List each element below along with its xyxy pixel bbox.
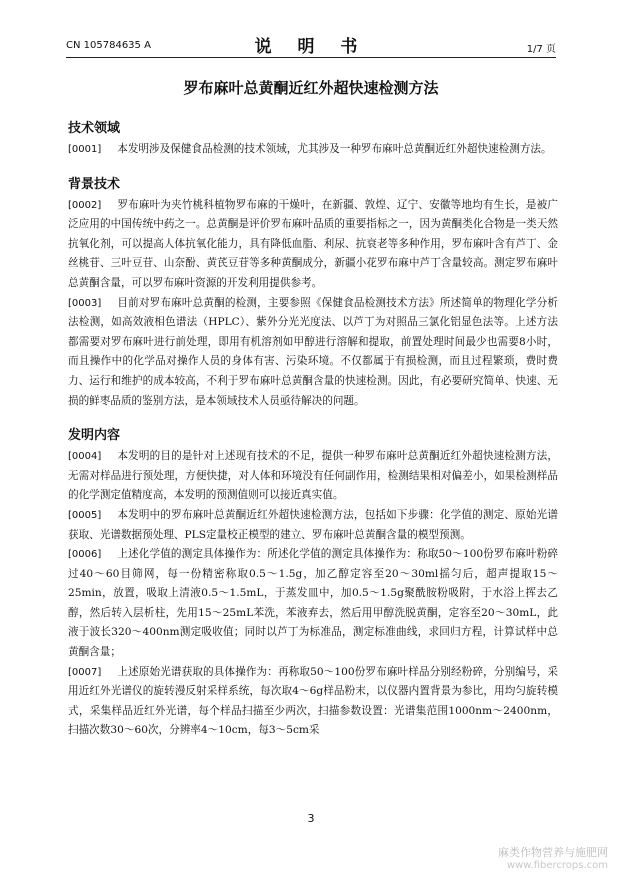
section-heading-background: 背景技术 (68, 176, 121, 192)
paragraph (68, 294, 558, 412)
paragraph-number: [0005] (68, 509, 102, 521)
paragraph (68, 196, 558, 294)
watermark-text: 麻类作物营养与施肥网 (498, 846, 608, 859)
paragraph-text: 本发明涉及保健食品检测的技术领域，尤其涉及一种罗布麻叶总黄酮近红外超快速检测方法。 (117, 143, 552, 155)
paragraph-text: 目前对罗布麻叶总黄酮的检测，主要参照《保健食品检测技术方法》所述简单的物理化学分析法检测，如高效液相色谱法（HPLC）、紫外分光光度法、以芦丁为对照品三氯化铝显色法等。上述方法都需要对罗布麻叶进行前处理，即用有机溶剂如甲醇进行溶解和提取，前置处理时间最少也需要8小时，而且操作中的化学品对操作人员的身体有害、污染环境。不仅都属于有损检测，而且过程繁琐，费时费力、运行和维护的成本较高，不利于罗布麻叶总黄酮含量的快速检测。因此，有必要研究简单、快速、无损的鲜枣品质的鉴别方法，是本领域技术人员亟待解决的问题。 (68, 296, 558, 407)
paragraph-number: [0007] (68, 666, 102, 678)
paragraph-text: 上述原始光谱获取的具体操作为：再称取50～100份罗布麻叶样品分别经粉碎，分别编号，采用近红外光谱仪的旋转漫反射采样系统，每次取4～6g样品粉末，以仪器内置背景为参比，用均匀旋转模式，采集样品近红外光谱，每个样品扫描至少两次，扫描参数设置：光谱集范围1000nm～2400nm，扫描次数30～60次，分辨率4～10cm，每3～5cm采 (68, 665, 558, 737)
page-header (66, 30, 556, 57)
publication-number: CN 105784635 A (66, 40, 151, 51)
paragraph-text: 本发明中的罗布麻叶总黄酮近红外超快速检测方法，包括如下步骤：化学值的测定、原始光谱获取、光谱数据预处理、PLS定量校正模型的建立、罗布麻叶总黄酮含量的模型预测。 (68, 508, 558, 541)
paragraph-number: [0003] (68, 297, 102, 309)
paragraph (68, 663, 558, 741)
paragraph-number: [0001] (68, 144, 102, 155)
section-heading-technical-field: 技术领域 (68, 121, 121, 136)
page-number: 3 (307, 812, 315, 825)
watermark-url: www.fibercrops.com (506, 860, 608, 871)
paragraph-number: [0006] (68, 549, 102, 561)
header-divider (66, 57, 556, 58)
site-watermark (498, 846, 608, 872)
paragraph-number: [0004] (68, 451, 102, 463)
document-body (68, 118, 558, 741)
section-heading-summary: 发明内容 (68, 428, 121, 444)
paragraph (68, 506, 558, 545)
page-indicator: 1/7 页 (526, 44, 556, 55)
paragraph-text: 本发明的目的是针对上述现有技术的不足，提供一种罗布麻叶总黄酮近红外超快速检测方法，无需对样品进行预处理，方便快捷，对人体和环境没有任何副作用，检测结果相对偏差小，如果检测样品的化学测定值精度高，本发明的预测值则可以接近真实值。 (68, 450, 558, 502)
document-type: 说 明 书 (254, 37, 368, 57)
paragraph (68, 140, 558, 160)
paragraph (68, 447, 558, 506)
paragraph-text: 罗布麻叶为夹竹桃科植物罗布麻的干燥叶，在新疆、敦煌、辽宁、安徽等地均有生长，是被广泛应用的中国传统中药之一。总黄酮是评价罗布麻叶品质的重要指标之一，因为黄酮类化合物是一类天然抗氧化剂，可以提高人体抗氧化能力，具有降低血脂、利尿、抗衰老等多种作用，罗布麻叶含有芦丁、金丝桃苷、三叶豆苷、山奈酚、黄芪豆苷等多种黄酮成分，新疆小花罗布麻中芦丁含量较高。测定罗布麻叶总黄酮含量，可以罗布麻叶资源的开发利用提供参考。 (68, 198, 558, 289)
document-title: 罗布麻叶总黄酮近红外超快速检测方法 (183, 79, 439, 97)
paragraph-text: 上述化学值的测定具体操作为：所述化学值的测定具体操作为：称取50～100份罗布麻叶粉碎过40～60目筛网，每一份精密称取0.5～1.5g，加乙醇定容至20～30ml摇匀后，超声提取15～25min，放置，吸取上清液0.5～1.5mL，于蒸发皿中，加0.5～1.5g聚酰胺粉吸附，于水浴上挥去乙醇，然后转入层析柱，先用15～25mL苯洗，苯液弃去，然后用甲醇洗脱黄酮，定容至20～30mL，此液于波长320～400nm测定吸收值；同时以芦丁为标准品，测定标准曲线，求回归方程，计算试样中总黄酮含量； (68, 548, 558, 659)
paragraph-number: [0002] (68, 199, 102, 211)
paragraph (68, 545, 558, 663)
